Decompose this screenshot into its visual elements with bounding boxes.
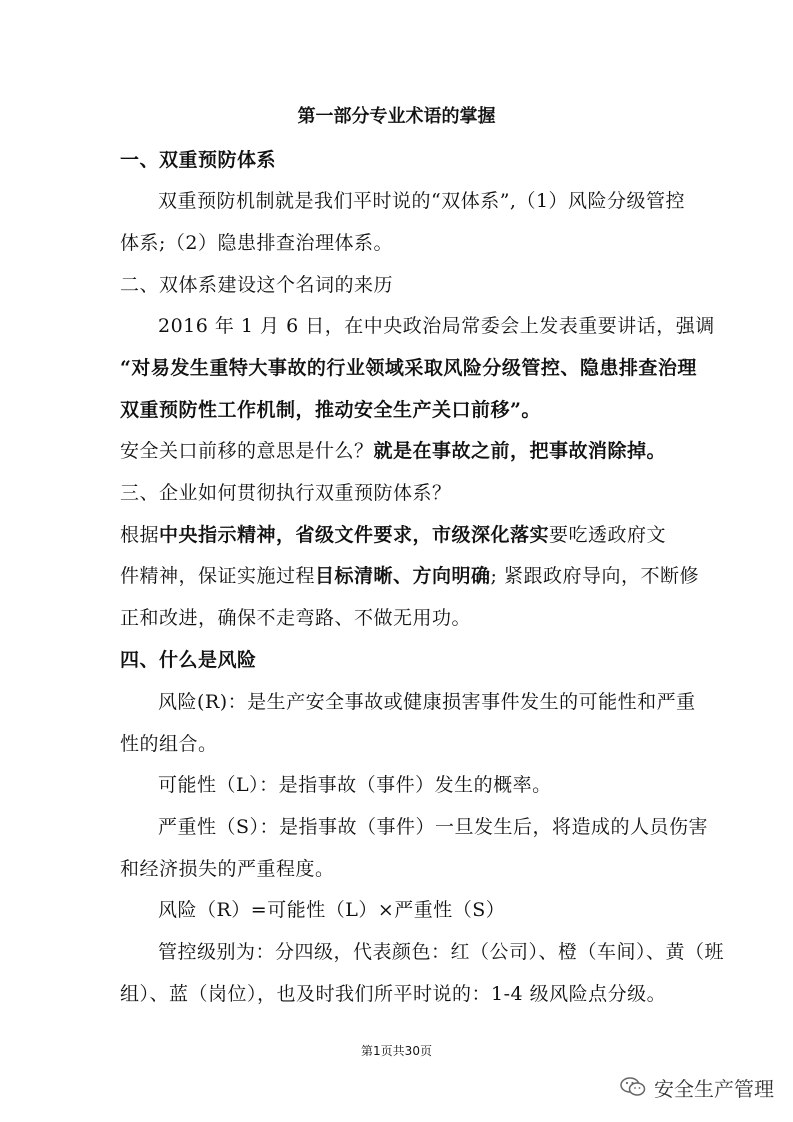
section-1-paragraph-line-1: 双重预防机制就是我们平时说的“双体系”,（1）风险分级管控 [158, 190, 686, 212]
section-4-formula: 风险（R）=可能性（L）×严重性（S） [158, 899, 506, 921]
text-segment-bold: 目标清晰、方向明确 [315, 565, 491, 587]
question-text: 安全关口前移的意思是什么？ [120, 440, 374, 462]
section-1-paragraph-line-2: 体系;（2）隐患排查治理体系。 [120, 232, 393, 254]
section-3-line-1 [120, 521, 680, 549]
wechat-icon [620, 1076, 646, 1098]
section-4-paragraph-4-line-2: 组）、蓝（岗位），也及时我们所平时说的：1-4 级风险点分级。 [120, 983, 667, 1005]
page-number: 第1页共30页 [361, 1044, 432, 1058]
section-4-heading: 四、什么是风险 [120, 649, 257, 671]
section-2-question [120, 437, 680, 465]
page-title: 第一部分专业术语的掌握 [297, 106, 496, 127]
question-answer: 就是在事故之前，把事故消除掉。 [373, 440, 667, 462]
section-4-paragraph-2: 可能性（L）：是指事故（事件）发生的概率。 [158, 774, 552, 796]
section-2-heading: 二、双体系建设这个名词的来历 [120, 274, 394, 296]
section-4-paragraph-1-line-1: 风险(R)：是生产安全事故或健康损害事件发生的可能性和严重 [158, 691, 696, 713]
text-segment-bold: 中央指示精神，省级文件要求，市级深化落实 [159, 524, 550, 546]
section-4-paragraph-1-line-2: 性的组合。 [120, 733, 218, 755]
section-3-line-2 [120, 562, 699, 590]
section-4-paragraph-3-line-1: 严重性（S）：是指事故（事件）一旦发生后，将造成的人员伤害 [158, 816, 709, 838]
text-segment: 根据 [120, 524, 160, 546]
text-segment: 件精神，保证实施过程 [120, 565, 316, 587]
brand-watermark [620, 1072, 774, 1102]
section-4-paragraph-3-line-2: 和经济损失的严重程度。 [120, 858, 335, 880]
brand-name: 安全生产管理 [654, 1076, 774, 1101]
section-2-paragraph-line-1: 2016 年 1 月 6 日，在中央政治局常委会上发表重要讲话，强调 [158, 315, 715, 337]
section-3-heading: 三、企业如何贯彻执行双重预防体系？ [120, 482, 452, 504]
section-4-paragraph-4-line-1: 管控级别为：分四级，代表颜色：红（公司）、橙（车间）、黄（班 [158, 941, 725, 963]
text-segment: 要吃透政府文 [549, 524, 667, 546]
section-2-paragraph-line-3: 双重预防性工作机制，推动安全生产关口前移”。 [120, 399, 541, 421]
section-2-paragraph-line-2: “对易发生重特大事故的行业领域采取风险分级管控、隐患排查治理 [120, 357, 697, 379]
text-segment: ; 紧跟政府导向，不断修 [490, 565, 699, 587]
section-1-heading: 一、双重预防体系 [120, 149, 277, 171]
section-3-line-3: 正和改进，确保不走弯路、不做无用功。 [120, 607, 472, 629]
